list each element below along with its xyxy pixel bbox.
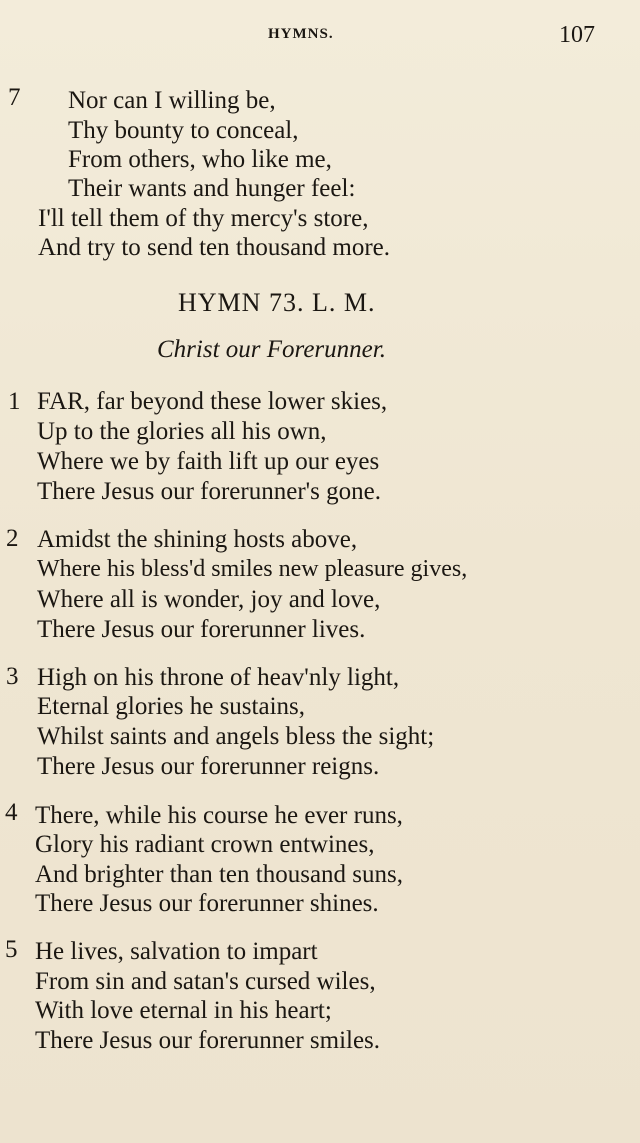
- hymn-title: HYMN 73. L. M.: [178, 288, 376, 317]
- hymn-subtitle: Christ our Forerunner.: [157, 336, 386, 363]
- stanza-number: 3: [6, 663, 19, 690]
- verse-line: There Jesus our forerunner's gone.: [37, 478, 381, 505]
- stanza-number: 1: [8, 388, 21, 415]
- verse-line: There Jesus our forerunner lives.: [37, 616, 366, 643]
- verse-line: Amidst the shining hosts above,: [37, 526, 358, 553]
- verse-line: Nor can I willing be,: [68, 87, 276, 114]
- verse-line: FAR, far beyond these lower skies,: [37, 388, 388, 415]
- verse-line: Glory his radiant crown entwines,: [35, 831, 375, 858]
- stanza-number: 4: [5, 799, 18, 826]
- stanza-number: 7: [8, 84, 21, 111]
- verse-line: And brighter than ten thousand suns,: [35, 861, 404, 888]
- verse-line: From sin and satan's cursed wiles,: [35, 968, 376, 995]
- verse-line: Whilst saints and angels bless the sight;: [37, 723, 435, 750]
- verse-line: Where all is wonder, joy and love,: [37, 586, 381, 613]
- verse-line: Where we by faith lift up our eyes: [37, 448, 380, 475]
- verse-line: He lives, salvation to impart: [35, 938, 318, 965]
- verse-line: And try to send ten thousand more.: [38, 234, 391, 261]
- verse-line: Eternal glories he sustains,: [37, 693, 305, 720]
- verse-line: Up to the glories all his own,: [37, 418, 327, 445]
- verse-line: Their wants and hunger feel:: [68, 175, 356, 202]
- stanza-number: 5: [5, 936, 18, 963]
- verse-line: Thy bounty to conceal,: [68, 117, 299, 144]
- verse-line: From others, who like me,: [68, 146, 332, 173]
- running-head: HYMNS.: [268, 26, 334, 42]
- verse-line: There Jesus our forerunner smiles.: [35, 1027, 381, 1054]
- verse-line: There, while his course he ever runs,: [35, 802, 403, 829]
- stanza-number: 2: [6, 525, 19, 552]
- verse-line: Where his bless'd smiles new pleasure gives,: [37, 556, 468, 582]
- verse-line: I'll tell them of thy mercy's store,: [38, 205, 369, 232]
- page-number: 107: [559, 22, 595, 48]
- verse-line: There Jesus our forerunner shines.: [35, 890, 379, 917]
- verse-line: High on his throne of heav'nly light,: [37, 664, 400, 691]
- verse-line: There Jesus our forerunner reigns.: [37, 753, 380, 780]
- verse-line: With love eternal in his heart;: [35, 997, 332, 1024]
